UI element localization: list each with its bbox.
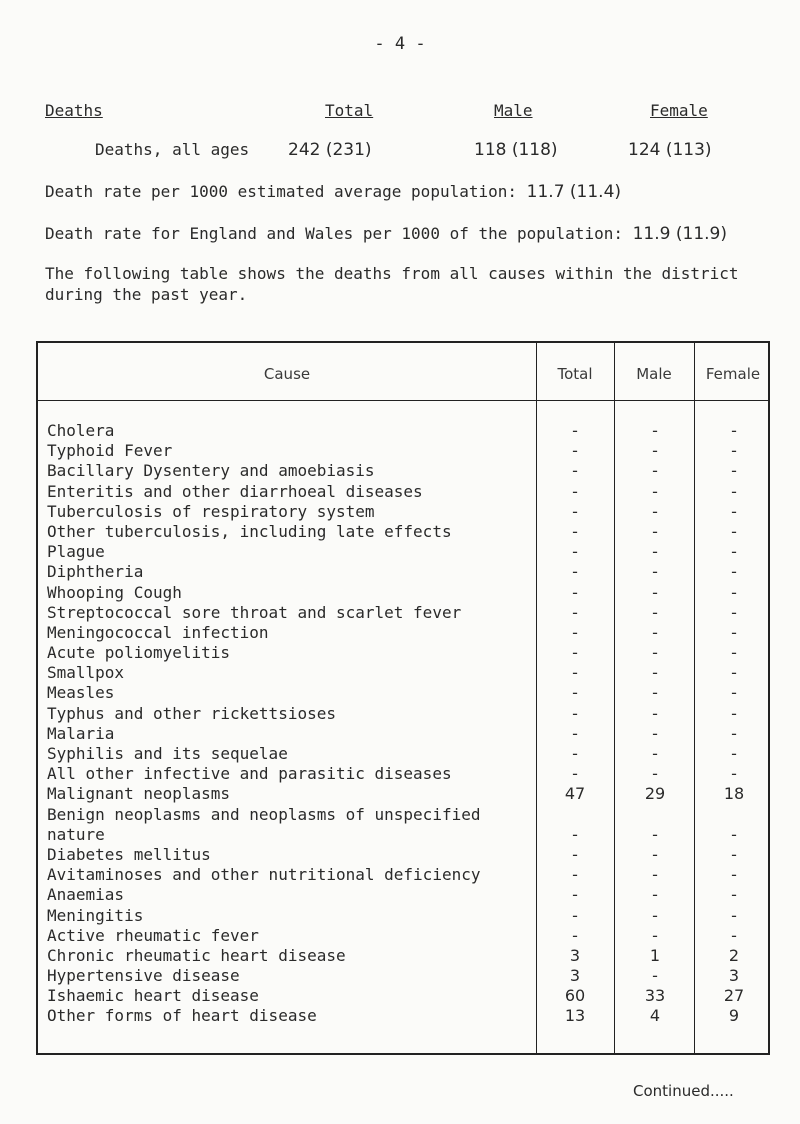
female-cell: -: [731, 683, 737, 703]
male-cell: -: [652, 602, 658, 622]
cause-cell: Hypertensive disease: [47, 966, 240, 986]
total-cell: -: [572, 683, 578, 703]
table-row: [38, 805, 768, 825]
table-row: [38, 502, 768, 522]
total-cell: -: [572, 542, 578, 562]
cause-cell: Active rheumatic fever: [47, 925, 259, 945]
male-cell: -: [652, 622, 658, 642]
cause-cell: Ishaemic heart disease: [47, 986, 259, 1006]
female-cell: -: [731, 703, 737, 723]
table-row: [38, 643, 768, 663]
column-header-female: Female: [705, 365, 761, 383]
cause-cell: Other tuberculosis, including late effects: [47, 521, 452, 541]
female-cell: 9: [728, 1006, 740, 1026]
header-male: Male: [494, 101, 533, 120]
male-cell: -: [652, 885, 658, 905]
male-cell: -: [652, 441, 658, 461]
table-row: [38, 906, 768, 926]
female-cell: -: [731, 481, 737, 501]
female-cell: -: [731, 723, 737, 743]
male-cell: -: [652, 683, 658, 703]
male-cell: -: [652, 844, 658, 864]
male-cell: -: [652, 966, 658, 986]
all-ages-total: 242 (231): [288, 140, 372, 160]
total-cell: -: [572, 562, 578, 582]
table-row: [38, 583, 768, 603]
total-cell: -: [572, 925, 578, 945]
table-row: [38, 421, 768, 441]
male-cell: -: [652, 421, 658, 440]
total-cell: -: [572, 663, 578, 683]
cause-cell: Plague: [47, 542, 105, 562]
total-cell: -: [572, 501, 578, 521]
table-row: [38, 562, 768, 582]
total-cell: -: [572, 481, 578, 501]
total-cell: -: [572, 643, 578, 663]
table-row: [38, 603, 768, 623]
male-cell: -: [652, 723, 658, 743]
cause-cell: Cholera: [47, 421, 115, 440]
cause-cell: nature: [47, 824, 105, 844]
female-cell: -: [731, 744, 737, 763]
female-cell: -: [731, 562, 737, 582]
cause-cell: Smallpox: [47, 663, 125, 683]
cause-cell: Bacillary Dysentery and amoebiasis: [47, 461, 375, 481]
female-cell: -: [731, 824, 737, 844]
male-cell: 1: [649, 945, 661, 965]
table-row: [38, 1006, 768, 1026]
table-row: [38, 845, 768, 865]
female-cell: 18: [723, 784, 745, 804]
table-row: [38, 724, 768, 744]
male-cell: -: [652, 703, 658, 723]
cause-cell: Malaria: [47, 723, 115, 743]
male-cell: 4: [649, 1006, 661, 1026]
table-row: [38, 623, 768, 643]
male-cell: -: [652, 582, 658, 602]
cause-cell: Syphilis and its sequelae: [47, 744, 288, 763]
table-row: [38, 522, 768, 542]
female-cell: -: [731, 764, 737, 784]
male-cell: -: [652, 481, 658, 501]
female-cell: -: [731, 521, 737, 541]
total-cell: -: [572, 441, 578, 461]
local-death-rate-label: Death rate per 1000 estimated average population:: [45, 182, 518, 201]
female-cell: -: [731, 542, 737, 562]
local-death-rate-value: 11.7 (11.4): [526, 182, 622, 202]
header-total: Total: [325, 101, 374, 120]
column-header-total: Total: [557, 365, 593, 383]
female-cell: -: [731, 865, 737, 885]
cause-cell: Typhus and other rickettsioses: [47, 703, 336, 723]
female-cell: -: [731, 844, 737, 864]
cause-cell: Measles: [47, 683, 115, 703]
cause-cell: All other infective and parasitic diseases: [47, 764, 452, 784]
cause-cell: Diabetes mellitus: [47, 844, 211, 864]
cause-cell: Whooping Cough: [47, 582, 182, 602]
table-row: [38, 482, 768, 502]
continued-note: Continued.....: [633, 1082, 734, 1100]
all-ages-label: Deaths, all ages: [95, 140, 250, 159]
header-female: Female: [650, 101, 708, 120]
total-cell: -: [572, 521, 578, 541]
column-header-cause: Cause: [263, 365, 311, 383]
total-cell: -: [572, 421, 578, 440]
table-row: [38, 865, 768, 885]
total-cell: 47: [564, 784, 586, 804]
total-cell: -: [572, 703, 578, 723]
total-cell: 3: [569, 966, 581, 986]
male-cell: -: [652, 663, 658, 683]
male-cell: -: [652, 865, 658, 885]
table-body: [38, 421, 768, 1027]
male-cell: -: [652, 542, 658, 562]
total-cell: -: [572, 905, 578, 925]
table-row: [38, 663, 768, 683]
cause-cell: Anaemias: [47, 885, 125, 905]
table-row: [38, 542, 768, 562]
total-cell: -: [572, 723, 578, 743]
table-row: [38, 683, 768, 703]
male-cell: -: [652, 562, 658, 582]
causes-table: [36, 341, 770, 1055]
total-cell: 60: [564, 986, 586, 1006]
cause-cell: Diphtheria: [47, 562, 144, 582]
table-row: [38, 704, 768, 724]
female-cell: -: [731, 421, 737, 440]
cause-cell: Benign neoplasms and neoplasms of unspecified: [47, 804, 481, 824]
national-death-rate-value: 11.9 (11.9): [632, 224, 727, 244]
national-death-rate-label: Death rate for England and Wales per 1000 of the population:: [45, 224, 623, 243]
table-row: [38, 744, 768, 764]
table-row: [38, 825, 768, 845]
female-cell: -: [731, 461, 737, 481]
total-cell: -: [572, 764, 578, 784]
table-row: [38, 986, 768, 1006]
total-cell: -: [572, 622, 578, 642]
male-cell: -: [652, 643, 658, 663]
female-cell: -: [731, 905, 737, 925]
cause-cell: Streptococcal sore throat and scarlet fever: [47, 602, 462, 622]
all-ages-female: 124 (113): [628, 140, 712, 160]
cause-cell: Meningococcal infection: [47, 622, 269, 642]
female-cell: 3: [728, 966, 740, 986]
cause-cell: Malignant neoplasms: [47, 784, 231, 804]
female-cell: 2: [728, 945, 740, 965]
table-row: [38, 885, 768, 905]
table-row: [38, 441, 768, 461]
cause-cell: Other forms of heart disease: [47, 1006, 317, 1026]
column-header-male: Male: [636, 365, 672, 383]
male-cell: 29: [644, 784, 666, 804]
header-deaths: Deaths: [45, 101, 103, 120]
national-death-rate: [45, 224, 727, 244]
all-ages-male: 118 (118): [474, 140, 558, 160]
page-number: - 4 -: [374, 34, 426, 54]
female-cell: 27: [723, 986, 745, 1006]
total-cell: 3: [569, 945, 581, 965]
female-cell: -: [731, 582, 737, 602]
table-row: [38, 461, 768, 481]
cause-cell: Tuberculosis of respiratory system: [47, 501, 375, 521]
male-cell: -: [652, 824, 658, 844]
male-cell: -: [652, 764, 658, 784]
male-cell: -: [652, 501, 658, 521]
total-cell: -: [572, 885, 578, 905]
male-cell: -: [652, 461, 658, 481]
cause-cell: Chronic rheumatic heart disease: [47, 945, 346, 965]
total-cell: -: [572, 744, 578, 763]
female-cell: -: [731, 925, 737, 945]
male-cell: -: [652, 925, 658, 945]
male-cell: -: [652, 905, 658, 925]
female-cell: -: [731, 663, 737, 683]
total-cell: -: [572, 824, 578, 844]
male-cell: -: [652, 521, 658, 541]
total-cell: -: [572, 865, 578, 885]
table-row: [38, 784, 768, 804]
total-cell: -: [572, 844, 578, 864]
cause-cell: Enteritis and other diarrhoeal diseases: [47, 481, 423, 501]
male-cell: 33: [644, 986, 666, 1006]
table-row: [38, 926, 768, 946]
total-cell: -: [572, 582, 578, 602]
total-cell: 13: [564, 1006, 586, 1026]
intro-text: The following table shows the deaths from all causes within the district during the past year.: [45, 264, 739, 304]
total-cell: -: [572, 461, 578, 481]
female-cell: -: [731, 602, 737, 622]
header-divider: [38, 400, 768, 401]
cause-cell: Avitaminoses and other nutritional deficiency: [47, 865, 481, 885]
female-cell: -: [731, 643, 737, 663]
cause-cell: Acute poliomyelitis: [47, 643, 231, 663]
female-cell: -: [731, 501, 737, 521]
female-cell: -: [731, 885, 737, 905]
table-row: [38, 946, 768, 966]
total-cell: -: [572, 602, 578, 622]
local-death-rate: [45, 182, 621, 202]
table-row: [38, 966, 768, 986]
male-cell: -: [652, 744, 658, 763]
cause-cell: Meningitis: [47, 905, 144, 925]
female-cell: -: [731, 622, 737, 642]
cause-cell: Typhoid Fever: [47, 441, 173, 461]
table-row: [38, 764, 768, 784]
female-cell: -: [731, 441, 737, 461]
